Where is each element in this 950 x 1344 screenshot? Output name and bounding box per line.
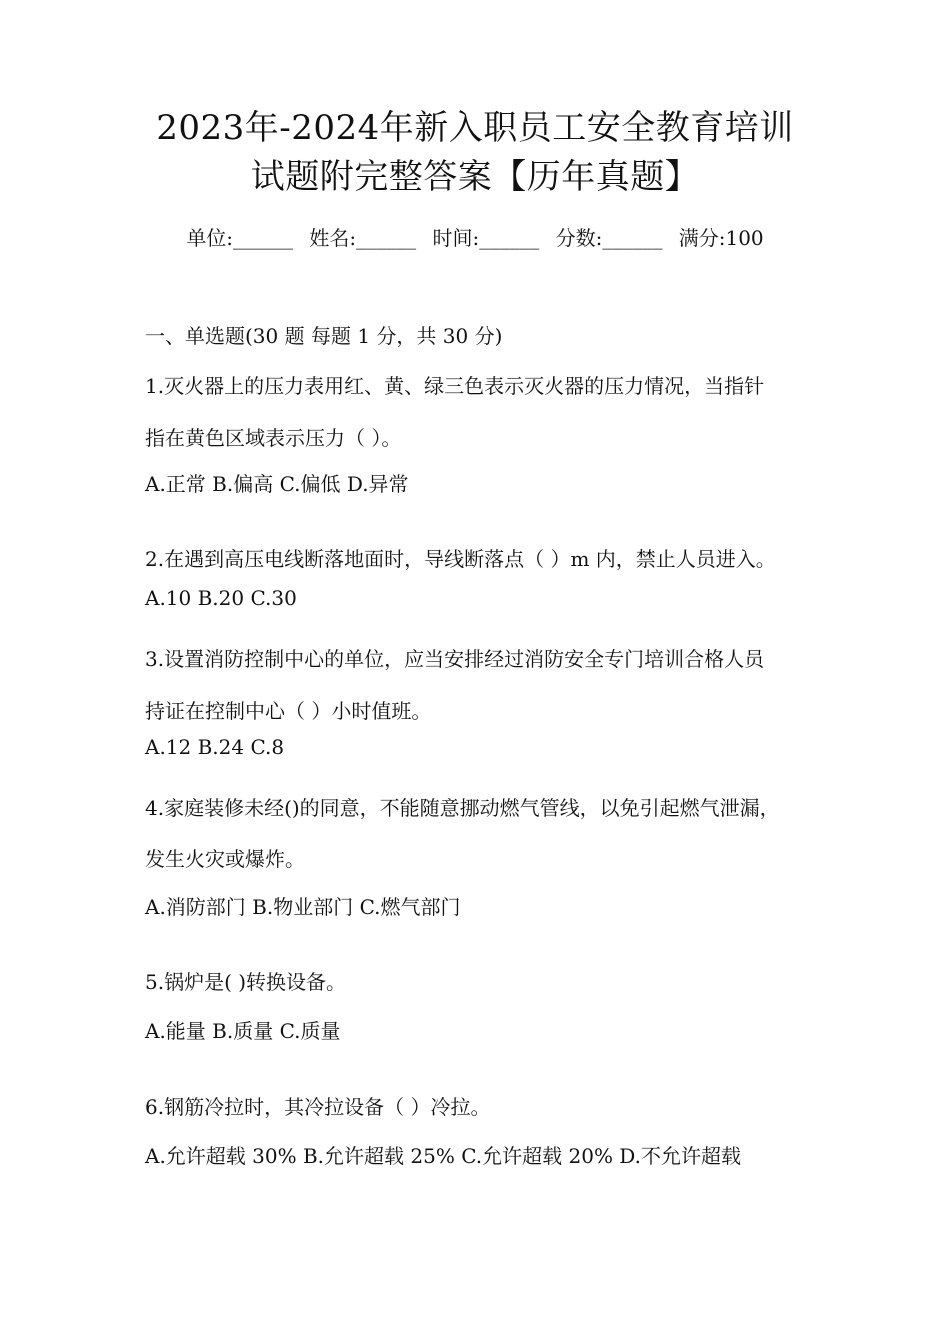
question-5-line-1: 5.锅炉是( )转换设备。 <box>145 970 347 994</box>
question-2-options: A.10 B.20 C.30 <box>145 586 297 610</box>
question-4-options: A.消防部门 B.物业部门 C.燃气部门 <box>145 895 461 919</box>
score-field: 分数:______ <box>555 226 663 250</box>
question-2-line-1: 2.在遇到高压电线断落地面时，导线断落点（ ）m 内，禁止人员进入。 <box>145 547 776 571</box>
question-5-options: A.能量 B.质量 C.质量 <box>145 1019 341 1043</box>
exam-info-line <box>0 224 950 252</box>
unit-field: 单位:______ <box>186 226 294 250</box>
question-4-line-1: 4.家庭装修未经()的同意，不能随意挪动燃气管线，以免引起燃气泄漏， <box>145 796 780 820</box>
question-1-line-1: 1.灭火器上的压力表用红、黄、绿三色表示灭火器的压力情况，当指针 <box>145 374 765 398</box>
name-field: 姓名:______ <box>309 226 417 250</box>
document-title-line-2: 试题附完整答案【历年真题】 <box>250 157 700 197</box>
time-field: 时间:______ <box>432 226 540 250</box>
question-3-line-1: 3.设置消防控制中心的单位，应当安排经过消防安全专门培训合格人员 <box>145 647 765 671</box>
document-title-line-1: 2023年-2024年新入职员工安全教育培训 <box>156 108 794 148</box>
section-heading: 一、单选题(30 题 每题 1 分，共 30 分) <box>145 324 503 348</box>
question-1-line-2: 指在黄色区域表示压力（ ）。 <box>145 426 402 450</box>
question-6-options: A.允许超载 30% B.允许超载 25% C.允许超载 20% D.不允许超载 <box>145 1144 741 1168</box>
question-6-line-1: 6.钢筋冷拉时，其冷拉设备（ ）冷拉。 <box>145 1095 491 1119</box>
full-score-label: 满分:100 <box>678 226 764 250</box>
question-3-line-2: 持证在控制中心（ ）小时值班。 <box>145 699 432 723</box>
question-3-options: A.12 B.24 C.8 <box>145 735 285 759</box>
question-1-options: A.正常 B.偏高 C.偏低 D.异常 <box>145 472 409 496</box>
question-4-line-2: 发生火灾或爆炸。 <box>145 847 305 871</box>
